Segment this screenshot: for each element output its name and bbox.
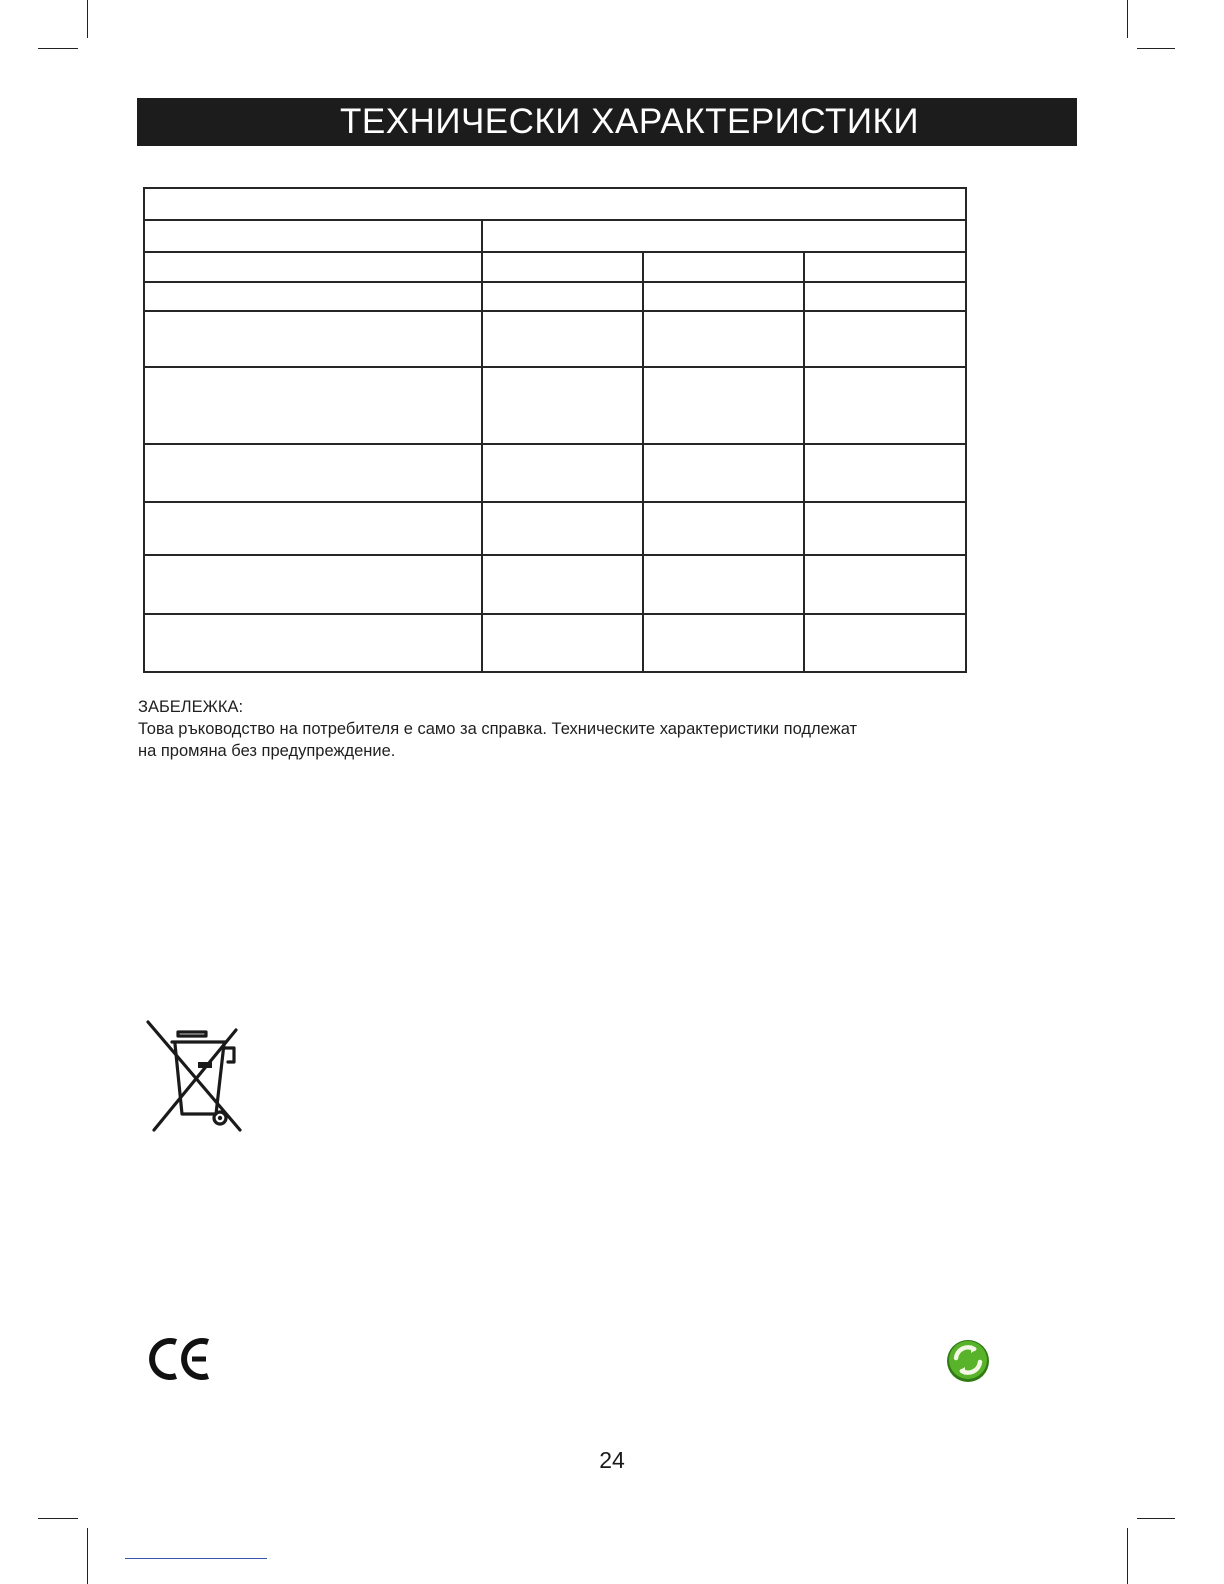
table-row (144, 282, 966, 311)
table-row (144, 252, 966, 282)
table-title-row (144, 188, 966, 220)
table-cell (643, 502, 804, 555)
table-cell (643, 282, 804, 311)
table-cell (144, 614, 482, 672)
table-cell (482, 555, 643, 614)
specifications-table (143, 187, 967, 673)
table-cell (643, 555, 804, 614)
table-cell (643, 367, 804, 444)
table-row (144, 502, 966, 555)
table-cell (643, 252, 804, 282)
table-cell (643, 311, 804, 367)
table-cell (804, 444, 966, 502)
page-number: 24 (599, 1447, 625, 1473)
footer-rule (125, 1558, 267, 1559)
table-row (144, 614, 966, 672)
crop-mark (87, 1528, 88, 1584)
table-cell (482, 282, 643, 311)
table-cell (144, 444, 482, 502)
crop-mark (1137, 1518, 1175, 1519)
crossed-out-wheelie-bin-icon (144, 1018, 242, 1134)
table-cell (804, 252, 966, 282)
table-cell (804, 367, 966, 444)
table-cell (482, 444, 643, 502)
note-body: Това ръководство на потребителя е само за справка. Техническите характеристики подлежат на промяна без предупреждение. (138, 720, 858, 760)
table-cell (804, 502, 966, 555)
table-cell (482, 502, 643, 555)
note-heading: ЗАБЕЛЕЖКА: (138, 698, 244, 716)
table-group-row (144, 220, 966, 252)
table-cell (482, 252, 643, 282)
table-row (144, 555, 966, 614)
table-cell (804, 311, 966, 367)
crop-mark (1127, 0, 1128, 38)
crop-mark (1137, 48, 1175, 49)
table-row (144, 444, 966, 502)
table-cell (482, 367, 643, 444)
table-cell (804, 282, 966, 311)
ce-mark-icon (148, 1336, 214, 1382)
table-cell (144, 220, 482, 252)
table-cell (482, 220, 966, 252)
green-dot-recycle-icon (944, 1336, 992, 1384)
table-cell (144, 555, 482, 614)
table-cell (144, 188, 966, 220)
table-row (144, 367, 966, 444)
page-title (137, 98, 1077, 146)
table-cell (144, 282, 482, 311)
table-cell (144, 502, 482, 555)
crop-mark (38, 1518, 78, 1519)
table-cell (482, 311, 643, 367)
table-row (144, 311, 966, 367)
table-cell (643, 614, 804, 672)
crop-mark (1127, 1528, 1128, 1584)
table-cell (144, 311, 482, 367)
disclaimer-note (138, 696, 1038, 762)
table-cell (482, 614, 643, 672)
table-cell (144, 367, 482, 444)
table-cell (643, 444, 804, 502)
table-cell (804, 614, 966, 672)
crop-mark (87, 0, 88, 38)
page-title-text: ТЕХНИЧЕСКИ ХАРАКТЕРИСТИКИ (339, 102, 920, 141)
table-cell (144, 252, 482, 282)
crop-mark (38, 48, 78, 49)
table-cell (804, 555, 966, 614)
